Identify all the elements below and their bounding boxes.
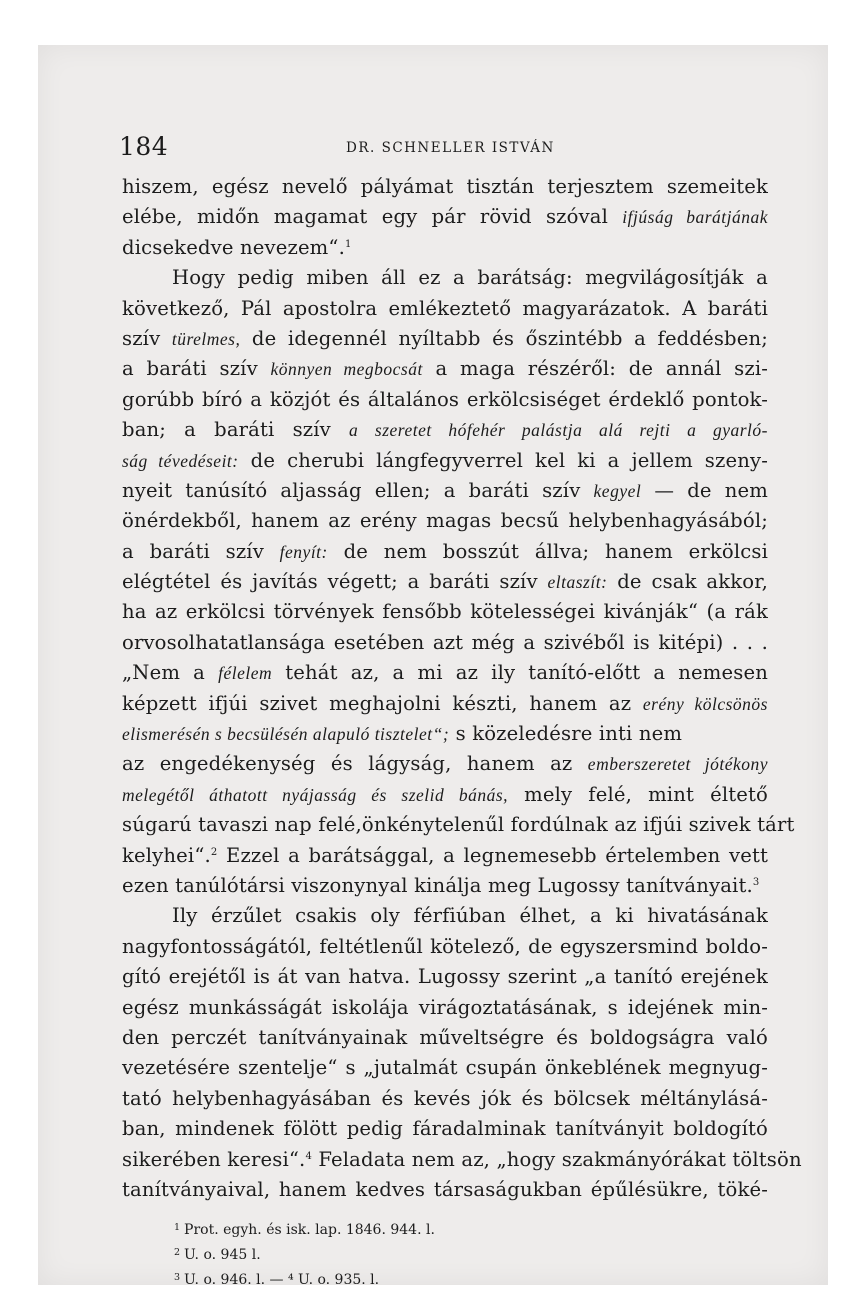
emphasized-text: türelmes, bbox=[171, 328, 241, 349]
text-line bbox=[122, 537, 768, 567]
text-line bbox=[122, 476, 768, 506]
footnote-reference: 2 bbox=[210, 846, 218, 858]
text-line bbox=[122, 172, 768, 202]
text-line bbox=[122, 901, 768, 931]
text-line bbox=[122, 1023, 768, 1053]
emphasized-text: fenyít: bbox=[279, 541, 328, 562]
text-segment: s közeledésre inti nem bbox=[449, 722, 683, 746]
text-line bbox=[122, 689, 768, 719]
text-segment: ha az erkölcsi törvények fensőbb kötelességei kivánják“ (a rák bbox=[122, 600, 768, 624]
book-page bbox=[119, 132, 802, 1290]
text-segment: következő, Pál apostolra emlékeztető magyarázatok. A baráti bbox=[122, 296, 768, 320]
emphasized-text: kegyel bbox=[593, 480, 642, 501]
text-segment: de csak akkor, bbox=[607, 570, 768, 594]
text-line bbox=[122, 263, 768, 293]
text-segment: nagyfontosságától, feltétlenűl kötelező, de egyszersmind boldo- bbox=[122, 934, 768, 958]
text-segment: mely felé, mint éltető bbox=[508, 782, 768, 806]
footnotes bbox=[122, 1215, 768, 1290]
text-segment: gító erejétől is át van hatva. Lugossy szerint „a tanító erejének bbox=[122, 965, 768, 989]
text-segment: súgarú tavaszi nap felé,önkénytelenűl fordúlnak az ifjúi szivek tárt bbox=[122, 813, 795, 837]
text-segment: ezen tanúlótársi viszonynyal kinálja meg Lugossy tanítványait. bbox=[122, 873, 753, 897]
text-segment: ban, mindenek fölött pedig fáradalminak tanítványit boldogító bbox=[122, 1117, 768, 1141]
text-line bbox=[122, 294, 768, 324]
text-segment: tehát az, a mi az ily tanító-előtt a nemesen bbox=[272, 661, 768, 685]
text-line bbox=[122, 567, 768, 597]
text-line bbox=[122, 719, 768, 749]
text-line bbox=[122, 871, 768, 901]
page-header bbox=[119, 132, 768, 172]
text-segment: egész munkásságát iskolája virágoztatásának, s idejének min- bbox=[122, 995, 768, 1019]
text-segment: de cherubi lángfegyverrel kel ki a jellem szeny- bbox=[238, 448, 768, 472]
text-line bbox=[122, 324, 768, 354]
text-segment: dicsekedve nevezem“. bbox=[122, 235, 345, 259]
text-segment: hiszem, egész nevelő pályámat tisztán terjesztem szemeitek bbox=[122, 175, 768, 198]
text-segment: elébe, midőn magamat egy pár rövid szóval bbox=[122, 205, 623, 229]
text-line bbox=[122, 810, 795, 840]
text-line bbox=[122, 233, 768, 263]
text-line bbox=[122, 780, 768, 810]
text-segment: a baráti szív bbox=[122, 357, 271, 381]
text-segment: a baráti szív bbox=[122, 539, 280, 563]
footnote-mark: 1 bbox=[174, 1222, 181, 1234]
text-line bbox=[122, 1175, 768, 1205]
text-line bbox=[122, 506, 768, 536]
text-line bbox=[122, 1084, 768, 1114]
text-line bbox=[122, 962, 768, 992]
body-text bbox=[122, 172, 802, 1205]
text-segment: — de nem bbox=[641, 478, 768, 502]
text-segment: elégtétel és javítás végett; a baráti szív bbox=[122, 570, 548, 594]
text-segment: szív bbox=[122, 326, 172, 350]
text-segment: de idegennél nyíltabb és őszintébb a feddésben; bbox=[240, 326, 768, 350]
text-segment: sikerében keresi“. bbox=[122, 1147, 306, 1171]
emphasized-text: erény kölcsönös bbox=[642, 693, 768, 714]
text-line bbox=[122, 202, 768, 232]
text-line bbox=[122, 446, 768, 476]
text-segment: képzett ifjúi szivet meghajolni készti, hanem az bbox=[122, 691, 643, 715]
footnote bbox=[174, 1265, 768, 1290]
text-segment: Hogy pedig miben áll ez a barátság: megvilágosítják a bbox=[172, 266, 768, 290]
text-segment: gorúbb bíró a közjót és általános erkölcsiséget érdeklő pontok- bbox=[122, 387, 768, 411]
text-line bbox=[122, 993, 768, 1023]
page-number: 184 bbox=[119, 132, 169, 161]
text-line bbox=[122, 841, 768, 871]
footnote-text: Prot. egyh. és isk. lap. 1846. 944. l. bbox=[184, 1222, 435, 1239]
emphasized-text: emberszeretet jótékony bbox=[587, 754, 768, 775]
text-line bbox=[122, 628, 768, 658]
text-segment: ban; a baráti szív bbox=[122, 418, 350, 442]
text-line bbox=[122, 749, 768, 779]
text-segment: Ezzel a barátsággal, a legnemesebb értelemben vett bbox=[217, 843, 768, 867]
text-segment: den perczét tanítványainak műveltségre és boldogságra való bbox=[122, 1025, 768, 1049]
emphasized-text: könnyen megbocsát bbox=[270, 359, 423, 380]
emphasized-text: ság tévedéseit: bbox=[122, 450, 239, 471]
footnote-text: U. o. 946. l. — ⁴ U. o. 935. l. bbox=[184, 1272, 380, 1289]
text-segment: vezetésére szentelje“ s „jutalmát csupán önkeblének megnyug- bbox=[122, 1056, 768, 1080]
text-segment: de nem bosszút állva; hanem erkölcsi bbox=[327, 539, 768, 563]
emphasized-text: eltaszít: bbox=[547, 572, 608, 593]
text-line bbox=[122, 658, 768, 688]
text-line bbox=[122, 1145, 802, 1175]
text-segment: kelyhei“. bbox=[122, 843, 211, 867]
emphasized-text: ifjúság barátjának bbox=[622, 207, 768, 228]
footnote-reference: 4 bbox=[305, 1150, 312, 1162]
text-line bbox=[122, 932, 768, 962]
text-segment: Feladata nem az, „hogy szakmányórákat töltsön bbox=[311, 1147, 802, 1171]
footnote-mark: 3 bbox=[174, 1272, 181, 1284]
emphasized-text: elismerésén s becsülésén alapuló tisztelet“; bbox=[122, 724, 450, 745]
text-segment: „Nem a bbox=[122, 661, 219, 685]
footnote-mark: 2 bbox=[174, 1247, 181, 1259]
emphasized-text: a szeretet hófehér palástja alá rejti a gyarló- bbox=[349, 420, 768, 441]
text-line bbox=[122, 1114, 768, 1144]
footnote-text: U. o. 945 l. bbox=[184, 1247, 261, 1264]
text-segment: tató helybenhagyásában és kevés jók és bölcsek méltánylásá- bbox=[122, 1086, 768, 1110]
text-line bbox=[122, 415, 768, 445]
footnote-reference: 3 bbox=[752, 876, 760, 888]
footnote-reference: 1 bbox=[344, 238, 352, 250]
text-segment: tanítványaival, hanem kedves társaságukban épűlésükre, töké- bbox=[122, 1177, 768, 1201]
text-line bbox=[122, 1053, 768, 1083]
text-segment: Ily érzűlet csakis oly férfiúban élhet, a ki hivatásának bbox=[172, 904, 768, 928]
text-segment: orvosolhatatlansága esetében azt még a szivéből is kitépi) . . . bbox=[122, 630, 768, 654]
running-head: DR. SCHNELLER ISTVÁN bbox=[346, 140, 555, 156]
text-line bbox=[122, 354, 768, 384]
footnote bbox=[174, 1215, 768, 1240]
text-segment: a maga részéről: de annál szi- bbox=[422, 357, 768, 381]
footnote bbox=[174, 1240, 768, 1265]
text-line bbox=[122, 597, 768, 627]
text-segment: az engedékenység és lágyság, hanem az bbox=[122, 752, 588, 776]
text-line bbox=[122, 385, 768, 415]
text-segment: nyeit tanúsító aljasság ellen; a baráti szív bbox=[122, 478, 594, 502]
emphasized-text: félelem bbox=[218, 663, 273, 684]
emphasized-text: melegétől áthatott nyájasság és szelid bánás, bbox=[122, 784, 509, 805]
text-segment: önérdekből, hanem az erény magas becsű helybenhagyásából; bbox=[122, 509, 768, 533]
